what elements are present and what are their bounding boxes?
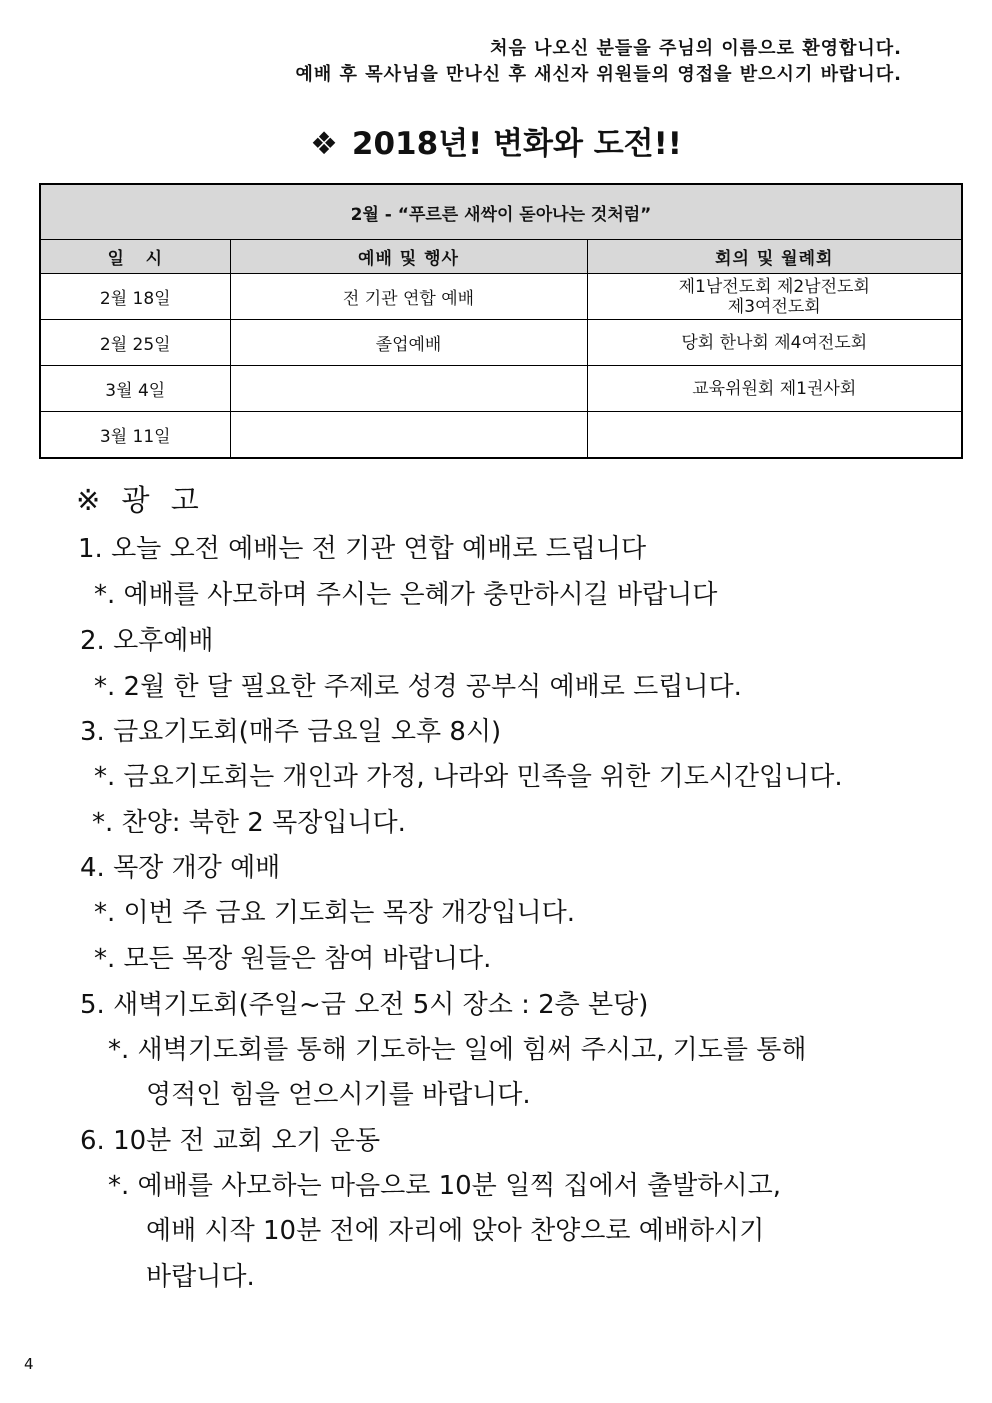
meeting-line: 제3여전도회 [727, 296, 821, 317]
announcement-item: 6. 10분 전 교회 오기 운동 [80, 1126, 381, 1156]
headline-text: 2018년! 변화와 도전!! [351, 126, 682, 162]
announcement-detail: *. 금요기도회는 개인과 가정, 나라와 민족을 위한 기도시간입니다. [94, 762, 843, 792]
welcome-line-2: 예배 후 목사님을 만나신 후 새신자 위원들의 영접을 받으시기 바랍니다. [295, 64, 902, 85]
announcement-item: 1. 오늘 오전 예배는 전 기관 연합 예배로 드립니다 [78, 534, 647, 564]
event-cell: 졸업예배 [230, 320, 587, 366]
schedule-table [39, 183, 963, 459]
announcement-detail: *. 예배를 사모하며 주시는 은혜가 충만하시길 바랍니다 [94, 580, 718, 610]
table-row [40, 320, 962, 366]
meeting-cell [587, 412, 962, 459]
announcement-detail: *. 예배를 사모하는 마음으로 10분 일찍 집에서 출발하시고, [108, 1171, 782, 1201]
announcements-heading: ※ 광 고 [76, 483, 205, 517]
announcement-detail-continued: 바랍니다. [146, 1262, 255, 1292]
announcement-detail-continued: 영적인 힘을 얻으시기를 바랍니다. [146, 1080, 531, 1110]
diamond-icon: ❖ [310, 126, 338, 162]
announcement-detail: *. 새벽기도회를 통해 기도하는 일에 힘써 주시고, 기도를 통해 [108, 1035, 807, 1065]
welcome-message [296, 36, 903, 88]
announcement-item: 4. 목장 개강 예배 [80, 853, 281, 883]
announcement-item: 3. 금요기도회(매주 금요일 오후 8시) [80, 717, 502, 747]
date-cell: 3월 4일 [40, 366, 230, 412]
page-headline [0, 118, 992, 163]
event-cell: 전 기관 연합 예배 [230, 274, 587, 320]
schedule-title-row [40, 184, 962, 240]
page-number: 4 [24, 1355, 34, 1373]
announcement-detail: *. 2월 한 달 필요한 주제로 성경 공부식 예배로 드립니다. [94, 672, 742, 702]
schedule-title: 2월 - “푸르른 새싹이 돋아나는 것처럼” [40, 184, 962, 240]
announcement-detail: *. 이번 주 금요 기도회는 목장 개강입니다. [94, 898, 575, 928]
table-row [40, 366, 962, 412]
table-row [40, 412, 962, 459]
meeting-cell [587, 274, 962, 320]
date-cell: 2월 25일 [40, 320, 230, 366]
meeting-line: 제1남전도회 제2남전도회 [678, 276, 870, 297]
announcement-detail: *. 찬양: 북한 2 목장입니다. [92, 808, 406, 838]
table-row [40, 274, 962, 320]
welcome-line-1: 처음 나오신 분들을 주님의 이름으로 환영합니다. [490, 38, 902, 59]
header-event: 예배 및 행사 [230, 240, 587, 274]
event-cell [230, 366, 587, 412]
announcement-detail-continued: 예배 시작 10분 전에 자리에 앉아 찬양으로 예배하시기 [146, 1216, 765, 1246]
announcement-item: 5. 새벽기도회(주일~금 오전 5시 장소 : 2층 본당) [80, 990, 649, 1020]
event-cell [230, 412, 587, 459]
date-cell: 2월 18일 [40, 274, 230, 320]
announcement-detail: *. 모든 목장 원들은 참여 바랍니다. [94, 944, 492, 974]
header-meeting: 회의 및 월례회 [587, 240, 962, 274]
meeting-cell: 당회 한나회 제4여전도회 [587, 320, 962, 366]
schedule-header-row [40, 240, 962, 274]
date-cell: 3월 11일 [40, 412, 230, 459]
meeting-cell: 교육위원회 제1권사회 [587, 366, 962, 412]
announcement-item: 2. 오후예배 [80, 626, 214, 656]
header-date: 일 시 [40, 240, 230, 274]
